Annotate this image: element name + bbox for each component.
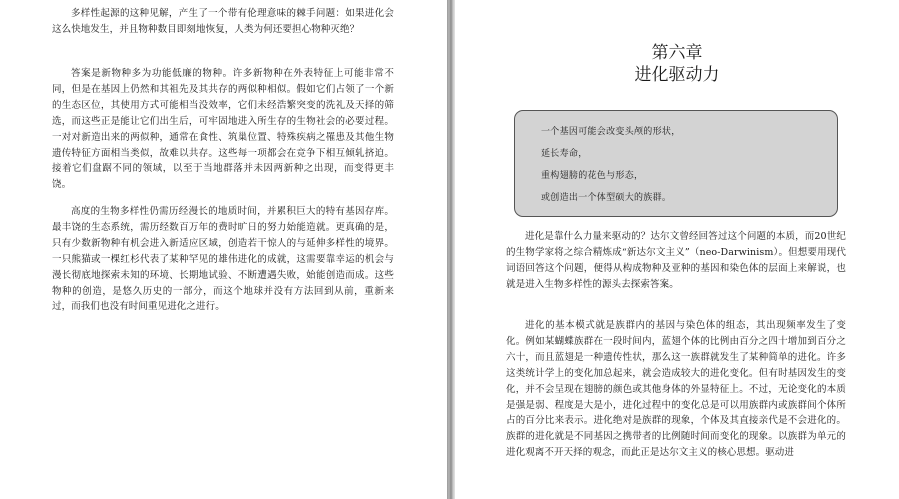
epigraph-line: 一个基因可能会改变头颅的形状，: [541, 127, 681, 137]
epigraph-line: 延长寿命，: [541, 149, 588, 159]
book-spine-divider: [447, 0, 455, 499]
epigraph-box: [514, 110, 838, 217]
right-page: [455, 0, 899, 499]
right-paragraph-1: 进化是靠什么力量来驱动的？达尔文曾经回答过这个问题的本质，而20世纪的生物学家将之综合精炼成“新达尔文主义”（neo-Darwinism）。但想要用现代词语回答这个问题，便得从构成物种及亚种的基因和染色体的层面上来解说，也就是进入生物多样性的源头去探索答案。: [506, 231, 846, 290]
epigraph-line: 重构翅膀的花色与形态，: [541, 171, 644, 181]
chapter-title: 进化驱动力: [634, 65, 720, 85]
left-paragraph-1: 多样性起源的这种见解，产生了一个带有伦理意味的棘手问题：如果进化会这么快地发生，并且物种数目即刻地恢复，人类为何还要担心物种灭绝？: [52, 8, 394, 35]
left-page: [0, 0, 447, 499]
left-paragraph-3: 高度的生物多样性仍需历经漫长的地质时间，并累积巨大的特有基因存库。最丰饶的生态系统，需历经数百万年的费时旷日的努力始能造就。更真确的是，只有少数新物种有机会进入新适应区域，创造若干惊人的与延伸多样性的境界。一只熊猫或一棵红杉代表了某种罕见的雄伟进化的成就，这需要靠幸运的机会与漫长彻底地探索未知的环境、长期地试验、不断遭遇失败，始能创造而成。这些物种的创造，是悠久历史的一部分，而这个地球并没有方法回到从前，重新来过，而我们也没有时间重见进化之进行。: [52, 206, 394, 313]
right-paragraph-2: 进化的基本模式就是族群内的基因与染色体的组态，其出现频率发生了变化。例如某蝴蝶族群在一段时间内，蓝翅个体的比例由百分之四十增加到百分之六十，而且蓝翅是一种遗传性状，那么这一族群就发生了某种简单的进化。许多这类统计学上的变化加总起来，就会造成较大的进化变化。但有时基因发生的变化，并不会呈现在翅膀的颜色或其他身体的外显特征上。不过，无论变化的本质是强是弱、程度是大是小，进化过程中的变化总是可以用族群内或族群间个体所占的百分比来表示。进化绝对是族群的现象，个体及其直接亲代是不会进化的。族群的进化就是不同基因之携带者的比例随时间而变化的现象。以族群为单元的进化观离不开天择的观念，而此正是达尔文主义的核心思想。驱动进: [506, 320, 846, 459]
epigraph-line: 或创造出一个体型硕大的族群。: [541, 193, 672, 203]
left-paragraph-2: 答案是新物种多为功能低廉的物种。许多新物种在外表特征上可能非常不同，但是在基因上仍然和其祖先及其共存的两似种相似。假如它们占领了一个新的生态区位，其使用方式可能相当没效率，它们未经浩繁突变的洗礼及天择的筛选，而这些正是能让它们出生后，可牢固地进入所生存的生物社会的必要过程。一对对新造出来的两似种，通常在食性、筑巢位置、特殊疾病之罹患及其他生物遗传特征方面相当类似，故难以共存。这些每一项都会在竞争下相互倾轧挤迫。接着它们盘踞不同的领域，以至于当地群落并未因两新种之出现，而变得更丰饶。: [52, 68, 394, 191]
chapter-number: 第六章: [651, 43, 703, 63]
